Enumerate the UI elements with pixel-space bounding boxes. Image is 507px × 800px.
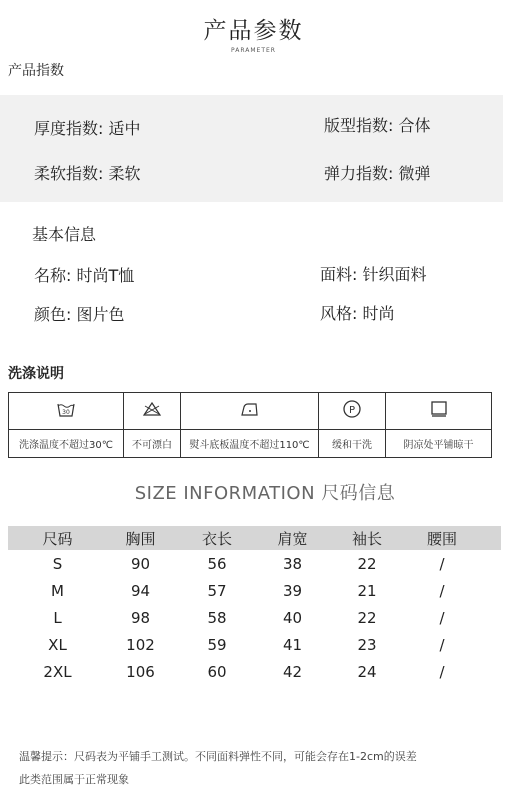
thickness-index-label: 厚度指数: [34,119,104,138]
wash-icon-cell [9,393,123,430]
wash-table [8,392,492,458]
wash-col [9,393,124,457]
color-value: 图片色 [76,305,125,324]
cell-length: 57 [207,581,227,600]
cell-length: 56 [207,554,227,573]
thickness-index [34,116,141,139]
wash-text: 阴凉处平铺晾干 [403,440,474,451]
cell-shoulder: 39 [282,581,303,600]
cell-size: XL [48,635,67,654]
wash-30-icon [56,400,76,422]
thickness-index-value: 适中 [108,119,141,138]
wash-col [181,393,319,457]
index-section-label: 产品指数 [8,63,64,79]
cell-sleeve: 24 [357,662,377,681]
no-bleach-icon [142,401,162,421]
header-shoulder: 肩宽 [277,529,308,548]
page-subtitle: PARAMETER [231,47,276,54]
cell-chest: 106 [126,662,155,681]
table-row [8,550,501,577]
cell-shoulder: 40 [282,608,303,627]
wash-text: 不可漂白 [132,440,172,451]
cell-sleeve: 21 [357,581,377,600]
table-row [8,658,501,685]
cell-shoulder: 42 [282,662,303,681]
table-row [8,631,501,658]
wash-text: 熨斗底板温度不超过110℃ [189,440,310,451]
cell-waist: / [439,608,445,627]
product-name [34,263,134,286]
wash-col [319,393,386,457]
cell-size: 2XL [43,662,72,681]
fit-index-value: 合体 [398,116,431,135]
index-panel [0,95,503,202]
fit-index [324,113,431,136]
cell-waist: / [439,554,445,573]
cell-shoulder: 38 [282,554,303,573]
cell-chest: 94 [130,581,151,600]
header-chest: 胸围 [125,529,156,548]
fit-index-label: 版型指数: [324,116,394,135]
wash-col [124,393,181,457]
softness-index [34,161,141,184]
iron-icon [239,401,261,421]
size-info-title: SIZE INFORMATION 尺码信息 [134,483,396,504]
header-sleeve: 袖长 [351,529,382,548]
cell-length: 60 [207,662,227,681]
size-table [8,526,501,685]
cell-sleeve: 23 [357,635,377,654]
fabric [320,262,427,285]
product-name-value: 时尚T恤 [76,266,135,285]
svg-text:30: 30 [62,409,70,416]
header-size: 尺码 [42,529,73,548]
cell-shoulder: 41 [282,635,303,654]
dry-clean-icon [342,399,362,423]
cell-waist: / [439,635,445,654]
cell-size: S [52,554,63,573]
wash-col [386,393,491,457]
cell-length: 59 [207,635,227,654]
header-waist: 腰围 [426,529,457,548]
softness-index-value: 柔软 [108,164,141,183]
shade-dry-icon [430,400,448,422]
wash-title: 洗涤说明 [8,366,64,382]
fabric-value: 针织面料 [362,265,427,284]
color [34,302,125,325]
cell-chest: 98 [130,608,151,627]
table-row [8,577,501,604]
wash-text: 洗涤温度不超过30℃ [19,440,113,451]
cell-size: L [53,608,62,627]
elasticity-index-label: 弹力指数: [324,164,394,183]
color-label: 颜色: [34,305,72,324]
style-value: 时尚 [362,304,395,323]
wash-icon-cell [124,393,180,430]
note-line-1: 温馨提示：尺码表为平铺手工测试。不同面料弹性不同，可能会存在1-2cm的误差 [19,750,417,763]
basic-info-title: 基本信息 [32,225,97,244]
cell-sleeve: 22 [357,554,377,573]
softness-index-label: 柔软指数: [34,164,104,183]
page-title: 产品参数 [203,18,304,44]
elasticity-index-value: 微弹 [398,164,431,183]
cell-size: M [51,581,64,600]
wash-text: 缓和干洗 [332,440,372,451]
size-table-header [8,526,501,550]
elasticity-index [324,161,431,184]
table-row [8,604,501,631]
cell-length: 58 [207,608,227,627]
cell-waist: / [439,662,445,681]
cell-waist: / [439,581,445,600]
style-label: 风格: [320,304,358,323]
style [320,301,395,324]
cell-chest: 90 [130,554,151,573]
svg-text:P: P [348,405,356,416]
cell-chest: 102 [126,635,155,654]
wash-icon-cell [181,393,318,430]
fabric-label: 面料: [320,265,358,284]
wash-icon-cell [319,393,385,430]
note-line-2: 此类范围属于正常现象 [19,773,129,786]
cell-sleeve: 22 [357,608,377,627]
header-length: 衣长 [201,529,232,548]
wash-icon-cell [386,393,491,430]
product-name-label: 名称: [34,266,72,285]
